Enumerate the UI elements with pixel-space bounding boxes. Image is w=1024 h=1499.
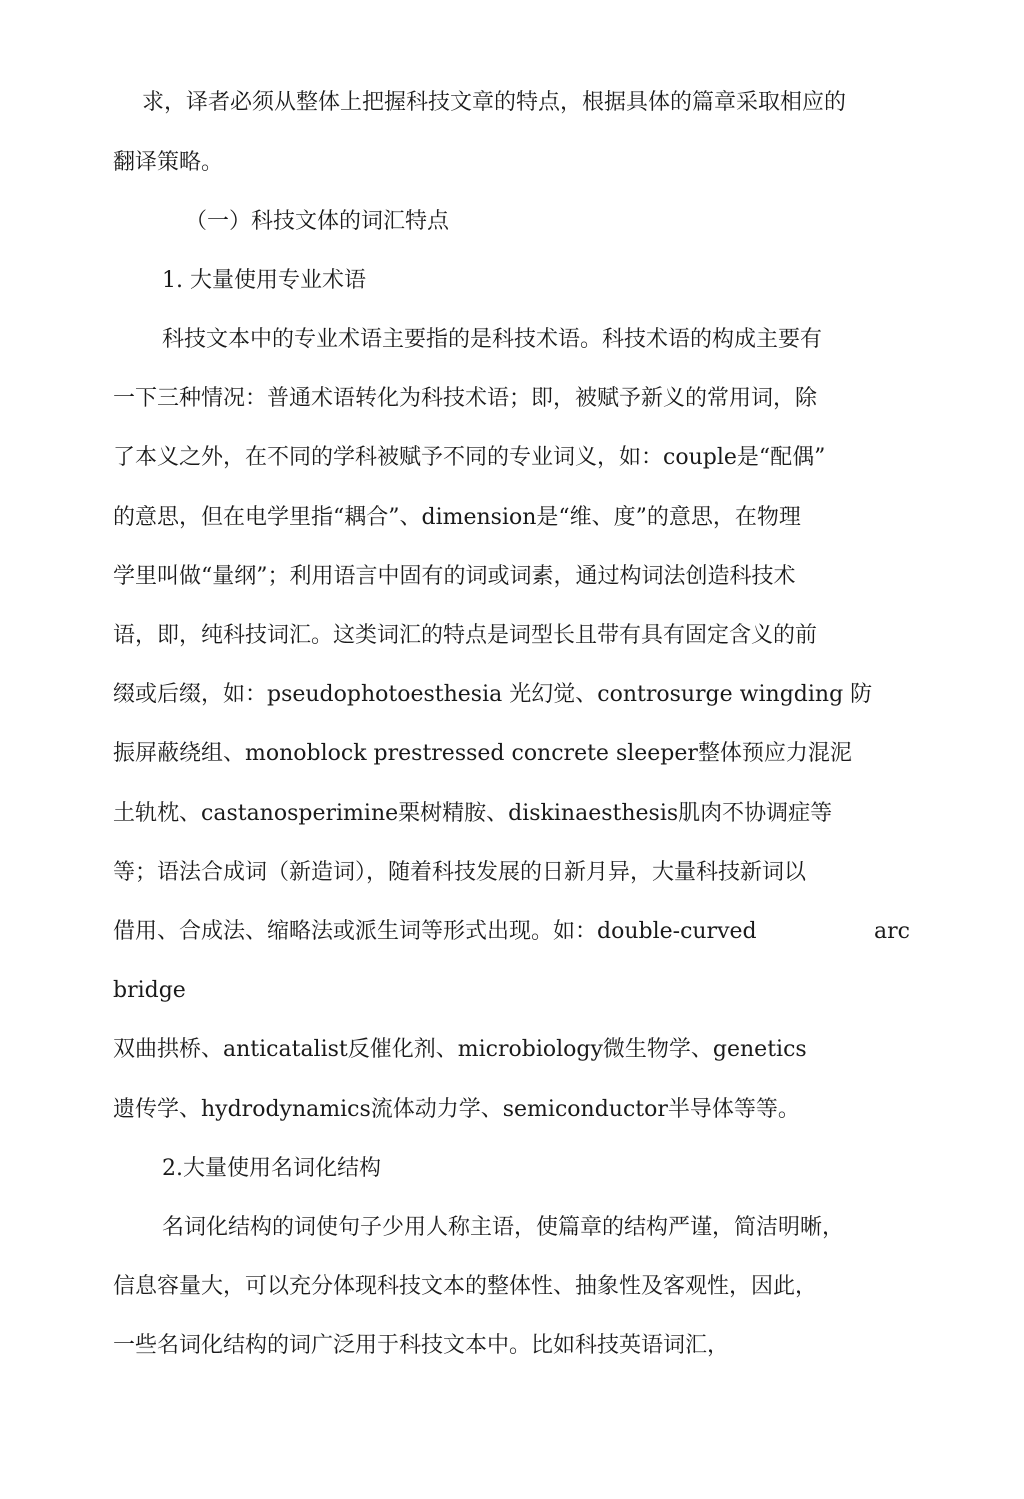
text-line: 双曲拱桥、anticatalist反催化剂、microbiology微生物学、genetics	[113, 1037, 807, 1062]
text-line: 信息容量大，可以充分体现科技文本的整体性、抽象性及客观性，因此，	[113, 1274, 818, 1299]
text-line: 缀或后缀，如：pseudophotoesthesia 光幻觉、controsurge wingding 防	[113, 682, 873, 707]
text-line: 一下三种情况：普通术语转化为科技术语；即，被赋予新义的常用词，除	[113, 386, 818, 411]
text-line: 了本义之外，在不同的学科被赋予不同的专业词义，如：couple是“配偶”	[113, 445, 826, 470]
text-line: 学里叫做“量纲”；利用语言中固有的词或词素，通过构词法创造科技术	[113, 564, 796, 589]
text-line: 科技文本中的专业术语主要指的是科技术语。科技术语的构成主要有	[162, 327, 823, 352]
text-line: 求，译者必须从整体上把握科技文章的特点，根据具体的篇章采取相应的	[142, 90, 847, 115]
text-line	[113, 917, 910, 947]
text-segment: 借用、合成法、缩略法或派生词等形式出现。如：double-curved	[113, 919, 757, 944]
text-line: bridge	[113, 978, 186, 1003]
subsection-heading: 2.大量使用名词化结构	[162, 1156, 381, 1181]
text-line: 一些名词化结构的词广泛用于科技文本中。比如科技英语词汇，	[113, 1333, 730, 1358]
text-line: 振屏蔽绕组、monoblock prestressed concrete sleeper整体预应力混泥	[113, 741, 852, 766]
text-line: 的意思，但在电学里指“耦合”、dimension是“维、度”的意思，在物理	[113, 505, 801, 530]
text-line: 土轨枕、castanosperimine栗树精胺、diskinaesthesis肌肉不协调症等	[113, 801, 833, 826]
text-line: 名词化结构的词使句子少用人称主语，使篇章的结构严谨，简洁明晰，	[162, 1215, 845, 1240]
text-line: 等；语法合成词（新造词），随着科技发展的日新月异，大量科技新词以	[113, 860, 807, 885]
text-line: 翻译策略。	[113, 150, 224, 175]
section-heading: （一）科技文体的词汇特点	[185, 209, 450, 234]
text-line: 遗传学、hydrodynamics流体动力学、semiconductor半导体等等。	[113, 1097, 800, 1122]
text-line: 语，即，纯科技词汇。这类词汇的特点是词型长且带有具有固定含义的前	[113, 623, 818, 648]
subsection-heading: 1. 大量使用专业术语	[162, 268, 366, 293]
text-segment: arc	[874, 919, 910, 944]
